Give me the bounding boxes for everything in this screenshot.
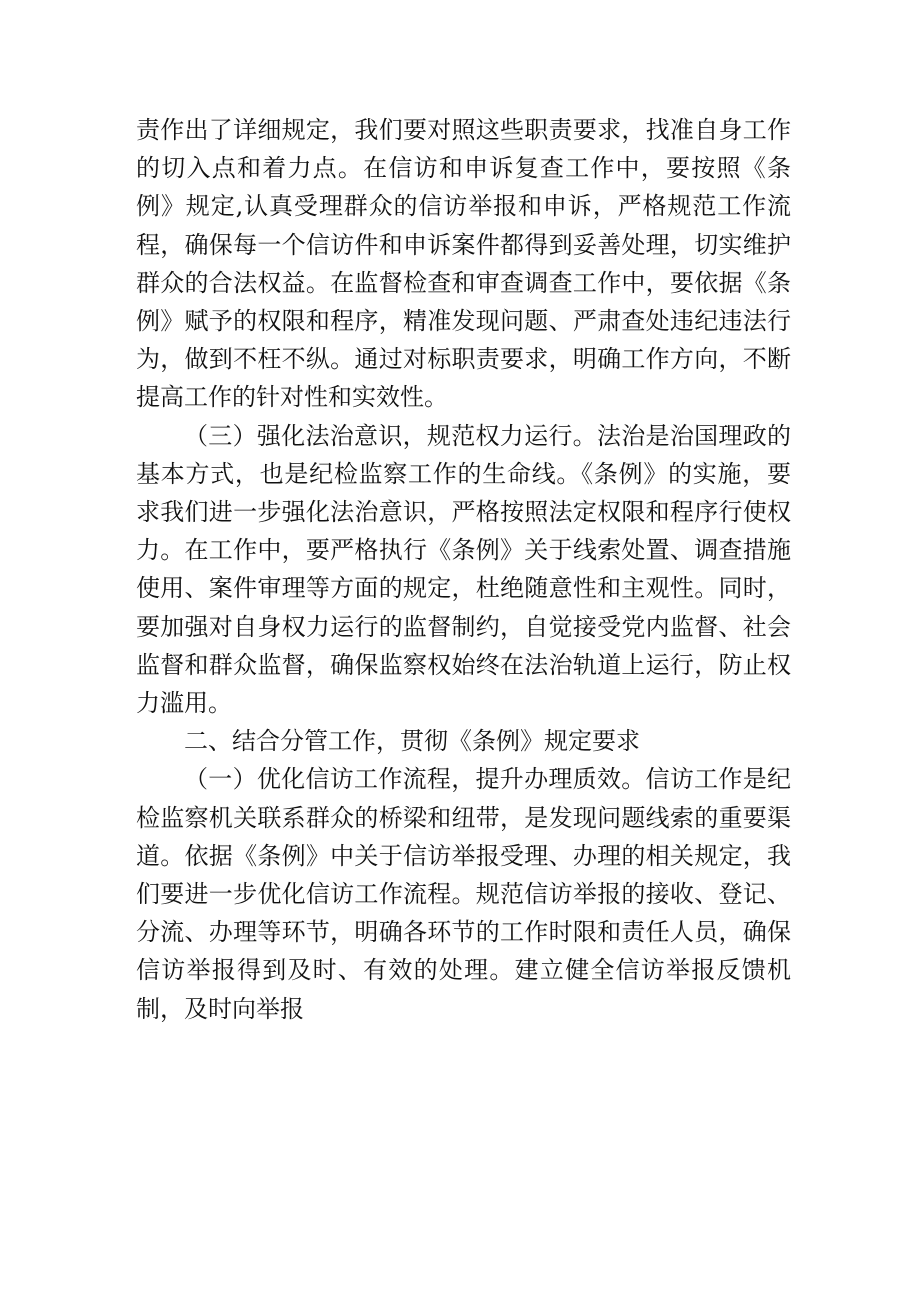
section-heading-2: 二、结合分管工作，贯彻《条例》规定要求 [184,727,640,756]
paragraph-subsection-3: （三）强化法治意识，规范权力运行。法治是治国理政的基本方式，也是纪检监察工作的生命线。《条例》的实施，要求我们进一步强化法治意识，严格按照法定权限和程序行使权力。在工作中，要严格执行《条例》关于线索处置、调查措施使用、案件审理等方面的规定，杜绝随意性和主观性。同时，要加强对自身权力运行的监督制约，自觉接受党内监督、社会监督和群众监督，确保监察权始终在法治轨道上运行，防止权力滥用。 [136,421,791,718]
document-body [136,111,791,1028]
paragraph-continuation: 责作出了详细规定，我们要对照这些职责要求，找准自身工作的切入点和着力点。在信访和申诉复查工作中，要按照《条例》规定,认真受理群众的信访举报和申诉，严格规范工作流程，确保每一个信访件和申诉案件都得到妥善处理，切实维护群众的合法权益。在监督检查和审查调查工作中，要依据《条例》赋予的权限和程序，精准发现问题、严肃查处违纪违法行为，做到不枉不纵。通过对标职责要求，明确工作方向，不断提高工作的针对性和实效性。 [136,116,791,412]
paragraph-subsection-1: （一）优化信访工作流程，提升办理质效。信访工作是纪检监察机关联系群众的桥梁和纽带，是发现问题线索的重要渠道。依据《条例》中关于信访举报受理、办理的相关规定，我们要进一步优化信访工作流程。规范信访举报的接收、登记、分流、办理等环节，明确各环节的工作时限和责任人员，确保信访举报得到及时、有效的处理。建立健全信访举报反馈机制，及时向举报 [136,765,791,1023]
